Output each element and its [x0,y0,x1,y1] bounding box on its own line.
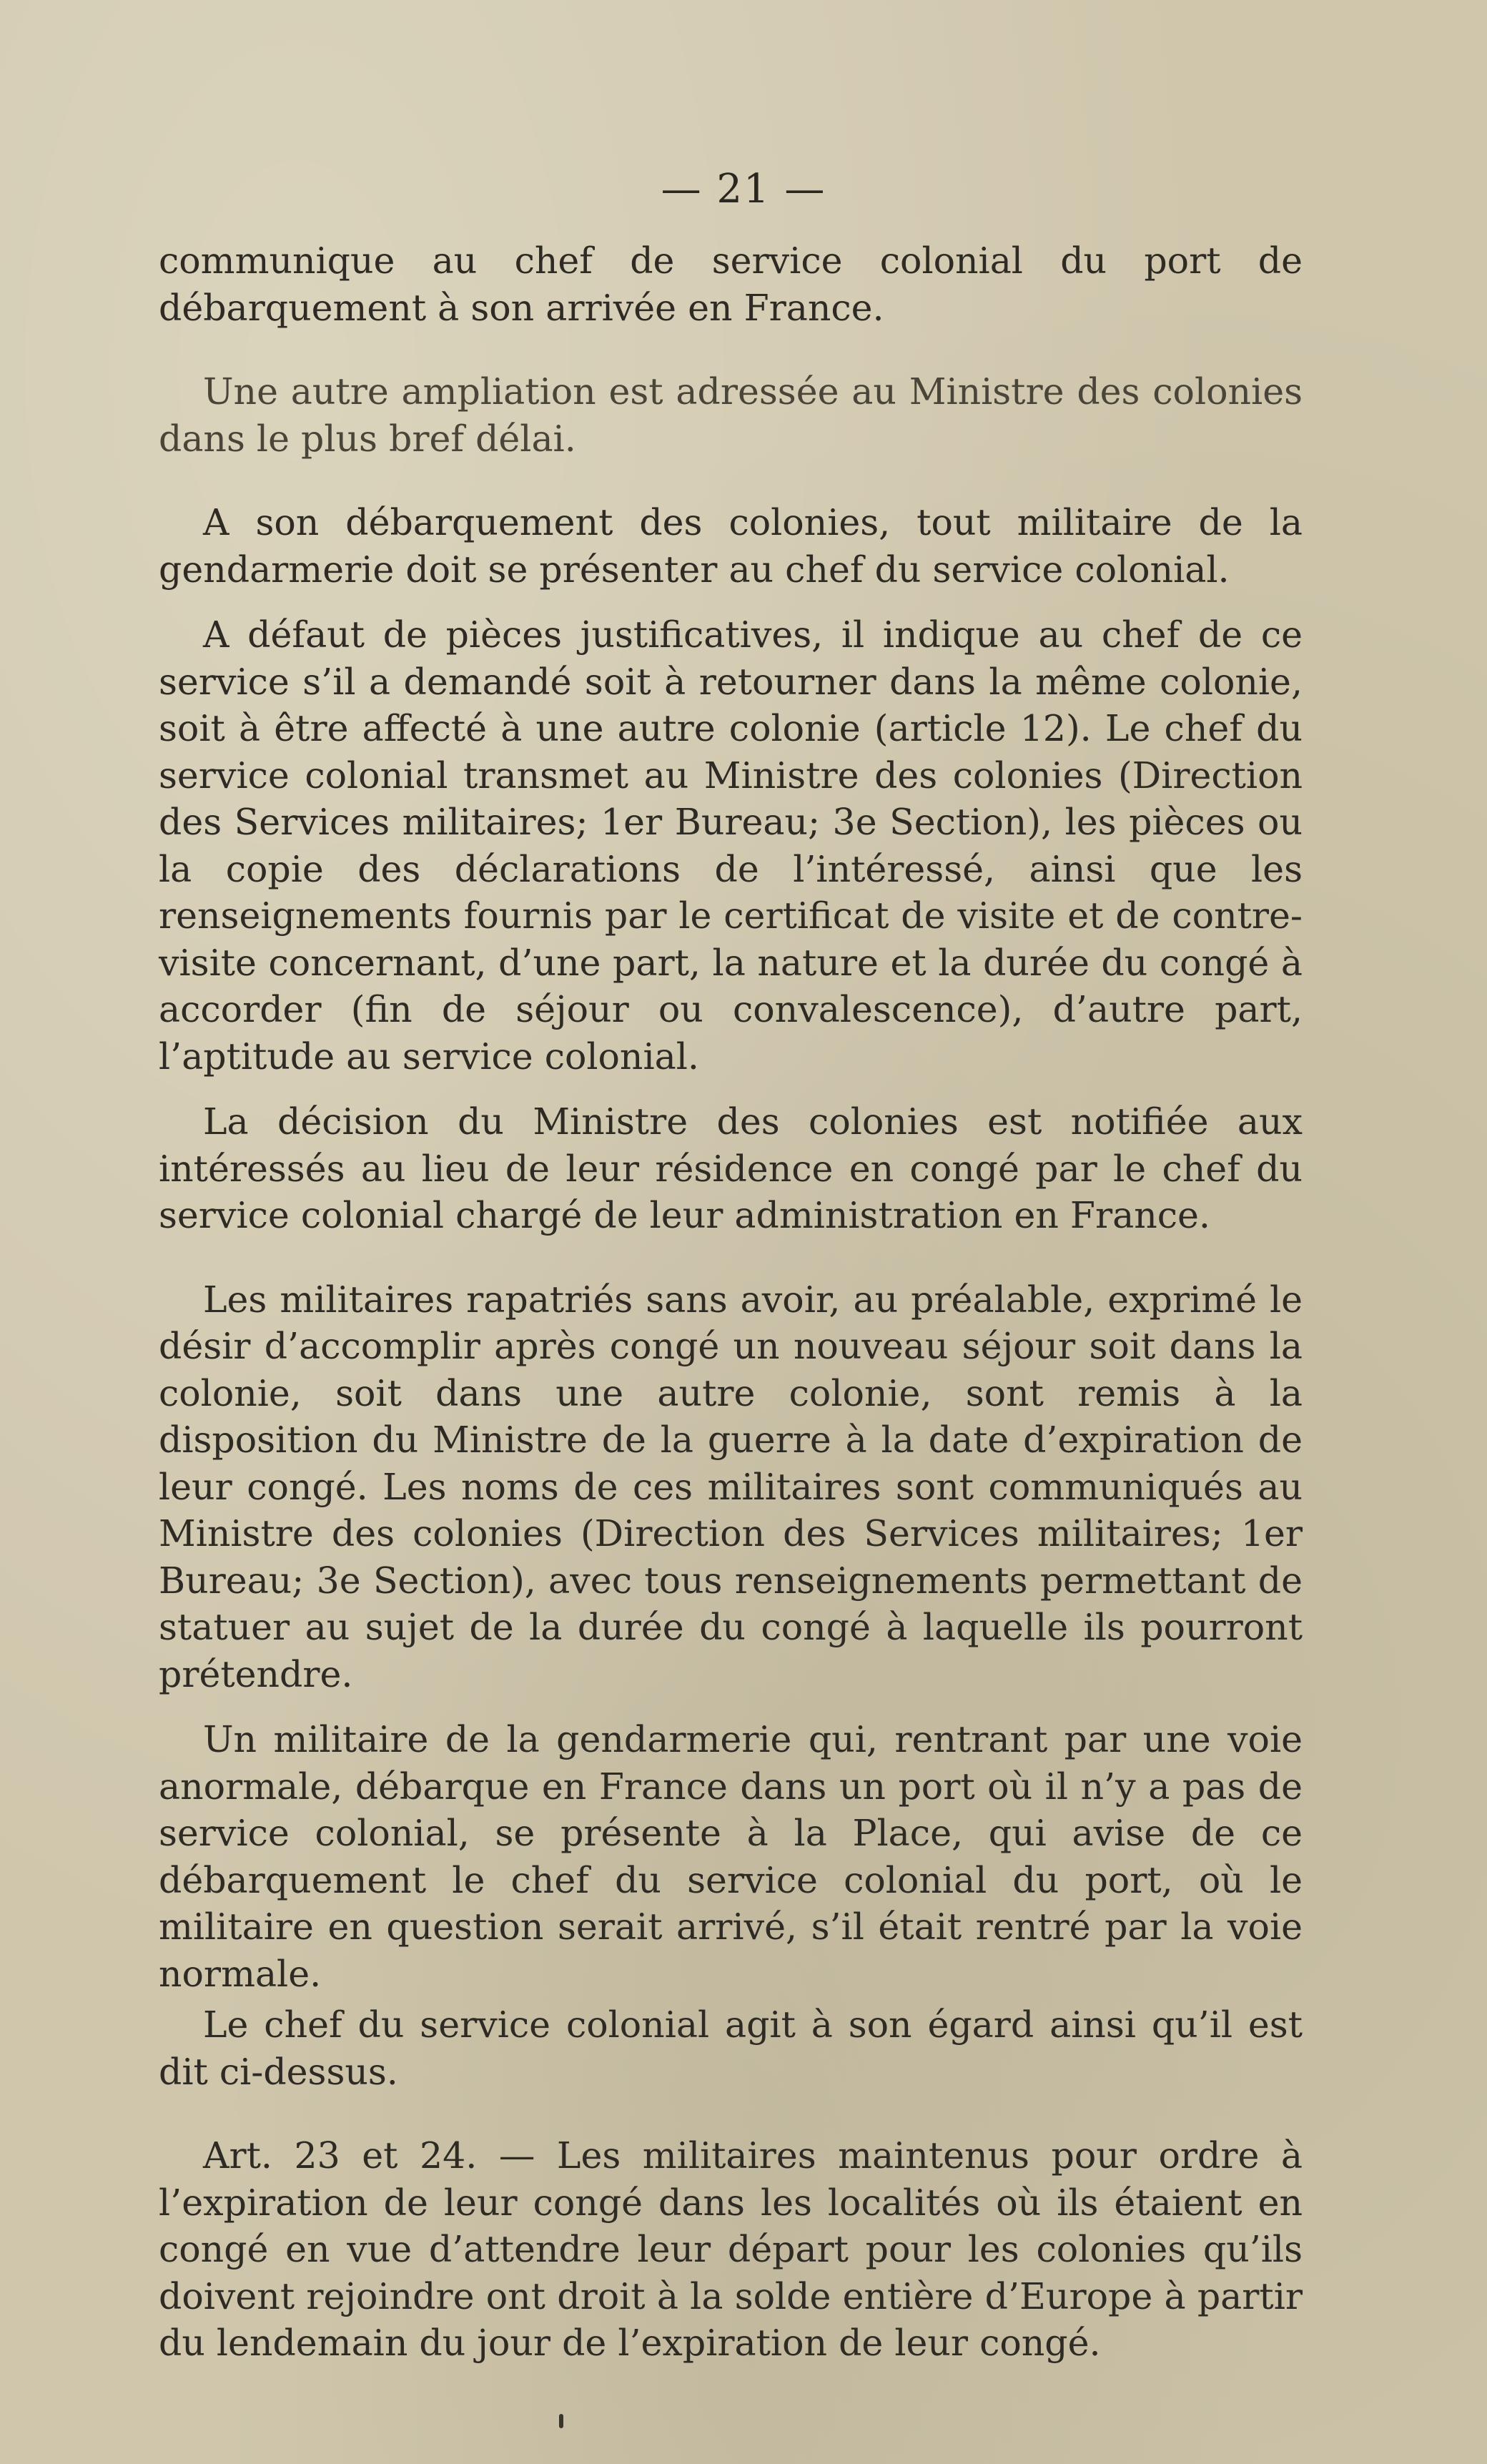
paragraph-militaires-rapatries: Les militaires rapatriés sans avoir, au préalable, exprimé le désir d’accomplir après congé un nouveau séjour soit dans la colonie, soit dans une autre colonie, sont remis à la disposition du Ministre de la guerre à la date d’expiration de leur congé. Les noms de ces militaires sont communiqués au Ministre des colonies (Direction des Services militaires; 1er Bureau; 3e Section), avec tous renseignements permettant de statuer au sujet de la durée du congé à laquelle ils pourront prétendre. [159,1278,1303,1695]
paragraph-pieces-justificatives: A défaut de pièces justificatives, il indique au chef de ce service s’il a demandé soit à retourner dans la même colonie, soit à être affecté à une autre colonie (article 12). Le chef du service colonial transmet au Ministre des colonies (Direction des Services militaires; 1er Bureau; 3e Section), les pièces ou la copie des déclarations de l’intéressé, ainsi que les renseignements fournis par le certificat de visite et de contre-visite concernant, d’une part, la nature et la durée du congé à accorder (fin de séjour ou convalescence), d’autre part, l’aptitude au service colonial. [159,613,1303,1078]
paragraph-decision-ministre: La décision du Ministre des colonies est notifiée aux intéressés au lieu de leur résidence en congé par le chef du service colonial chargé de leur administration en France. [159,1100,1303,1236]
paragraph-debarquement: A son débarquement des colonies, tout militaire de la gendarmerie doit se présenter au chef du service colonial. [159,501,1303,591]
body-text [159,237,1303,2367]
page-number: — 21 — [661,166,826,212]
paragraph-chef-service: Le chef du service colonial agit à son égard ainsi qu’il est dit ci-dessus. [159,2004,1303,2093]
paragraph-articles-23-24: Art. 23 et 24. — Les militaires maintenus pour ordre à l’expiration de leur congé dans les localités où ils étaient en congé en vue d’attendre leur départ pour les colonies qu’ils doivent rejoindre ont droit à la solde entière d’Europe à partir du lendemain du jour de l’expiration de leur congé. [159,2134,1303,2364]
ink-mark [559,2414,563,2428]
paragraph-ampliation: Une autre ampliation est adressée au Ministre des colonies dans le plus bref délai. [159,370,1303,460]
paragraph-continuation: communique au chef de service colonial du port de débarquement à son arrivée en France. [159,240,1303,329]
paragraph-voie-anormale: Un militaire de la gendarmerie qui, rentrant par une voie anormale, débarque en France dans un port où il n’y a pas de service colonial, se présente à la Place, qui avise de ce débarquement le chef du service colonial du port, où le militaire en question serait arrivé, s’il était rentré par la voie normale. [159,1718,1303,1995]
